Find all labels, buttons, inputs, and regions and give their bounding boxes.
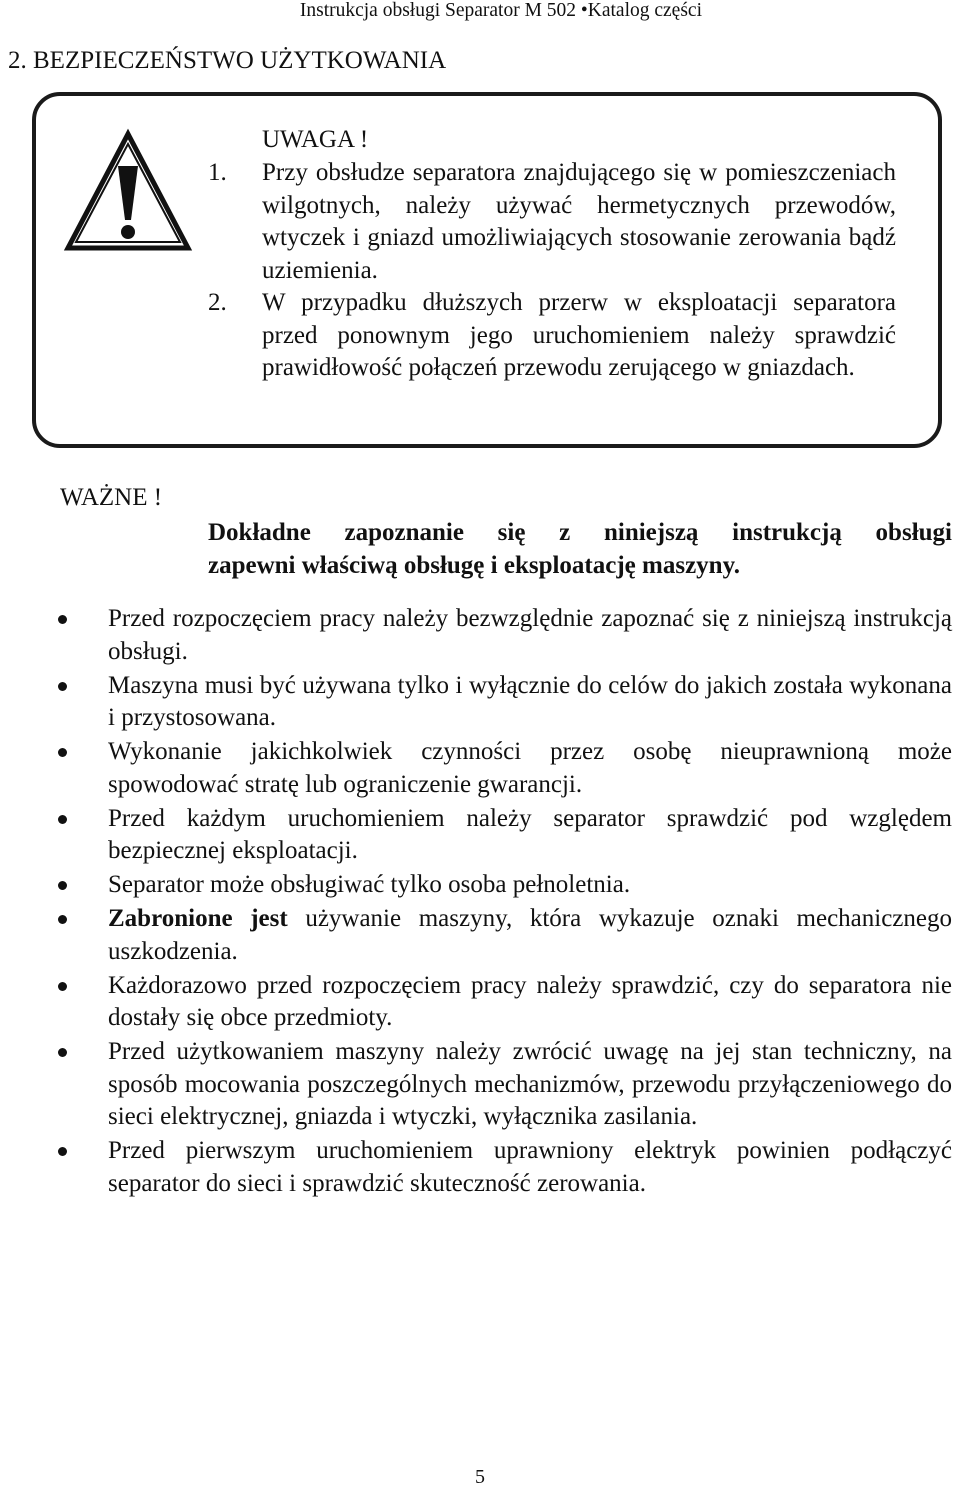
- bullet-icon: [48, 903, 108, 968]
- section-title: 2. BEZPIECZEŃSTWO UŻYTKOWANIA: [8, 47, 447, 74]
- bullet-icon: [48, 1036, 108, 1134]
- list-item-text: Przed użytkowaniem maszyny należy zwrócić uwagę na jej stan techniczny, na sposób mocowania poszczególnych mechanizmów, przewodu przyłączeniowego do sieci elektrycznej, gniazda i wtyczki, wyłącznika zasilania.: [108, 1038, 952, 1130]
- list-item: [48, 603, 952, 668]
- warning-triangle-icon: [62, 128, 194, 254]
- bullet-icon: [48, 869, 108, 902]
- important-title: WAŻNE !: [60, 484, 163, 511]
- list-item-text: Przed każdym uruchomieniem należy separator sprawdzić pod względem bezpiecznej eksploatacji.: [108, 804, 952, 864]
- list-item-text: Każdorazowo przed rozpoczęciem pracy należy sprawdzić, czy do separatora nie dostały się obce przedmioty.: [108, 971, 952, 1031]
- list-item-text: Separator może obsługiwać tylko osoba pełnoletnia.: [108, 871, 631, 898]
- list-item-text: [108, 903, 952, 968]
- safety-rules-list: [48, 603, 952, 1202]
- list-item: [48, 869, 952, 902]
- warning-title: UWAGA !: [262, 126, 369, 153]
- list-item-text: Maszyna musi być używana tylko i wyłącznie do celów do jakich została wykonana i przystosowana.: [108, 671, 952, 731]
- warning-item-number: 2.: [208, 289, 227, 316]
- emphasis-text: Zabronione jest: [108, 905, 288, 932]
- warning-item: [208, 287, 896, 385]
- running-header: Instrukcja obsługi Separator M 502 •Katalog części: [299, 0, 702, 21]
- bullet-icon: [48, 1135, 108, 1200]
- list-item-text: Przed pierwszym uruchomieniem uprawniony elektryk powinien podłączyć separator do sieci i sprawdzić skuteczność zerowania.: [108, 1137, 952, 1197]
- list-item: [48, 970, 952, 1035]
- bullet-icon: [48, 970, 108, 1035]
- warning-item-text: Przy obsłudze separatora znajdującego się w pomieszczeniach wilgotnych, należy używać hermetycznych przewodów, wtyczek i gniazd umożliwiających stosowanie zerowania bądź uziemienia.: [262, 159, 896, 284]
- list-item-text: Wykonanie jakichkolwiek czynności przez osobę nieuprawnioną może spowodować stratę lub ograniczenie gwarancji.: [108, 738, 952, 798]
- list-item: [48, 903, 952, 968]
- warning-item: [208, 157, 896, 287]
- list-item: [48, 803, 952, 868]
- important-text: [208, 517, 952, 582]
- bullet-icon: [48, 803, 108, 868]
- list-item: [48, 1036, 952, 1134]
- warning-item-text: W przypadku dłuższych przerw w eksploatacji separatora przed ponownym jego uruchomieniem należy sprawdzić prawidłowość połączeń przewodu zerującego w gniazdach.: [262, 289, 896, 381]
- bullet-icon: [48, 670, 108, 735]
- bullet-icon: [48, 736, 108, 801]
- list-item-text-rest: używanie maszyny, która wykazuje oznaki mechanicznego uszkodzenia.: [108, 905, 952, 965]
- list-item-text: Przed rozpoczęciem pracy należy bezwzględnie zapoznać się z niniejszą instrukcją obsługi.: [108, 605, 952, 665]
- list-item: [48, 670, 952, 735]
- bullet-icon: [48, 603, 108, 668]
- important-text-line: Dokładne zapoznanie się z niniejszą instrukcją obsługi: [208, 519, 952, 546]
- page-number: 5: [475, 1466, 485, 1488]
- list-item: [48, 1135, 952, 1200]
- warning-item-number: 1.: [208, 159, 227, 186]
- important-text-line: zapewni właściwą obsługę i eksploatację maszyny.: [208, 551, 740, 579]
- warning-list: [208, 157, 896, 385]
- list-item: [48, 736, 952, 801]
